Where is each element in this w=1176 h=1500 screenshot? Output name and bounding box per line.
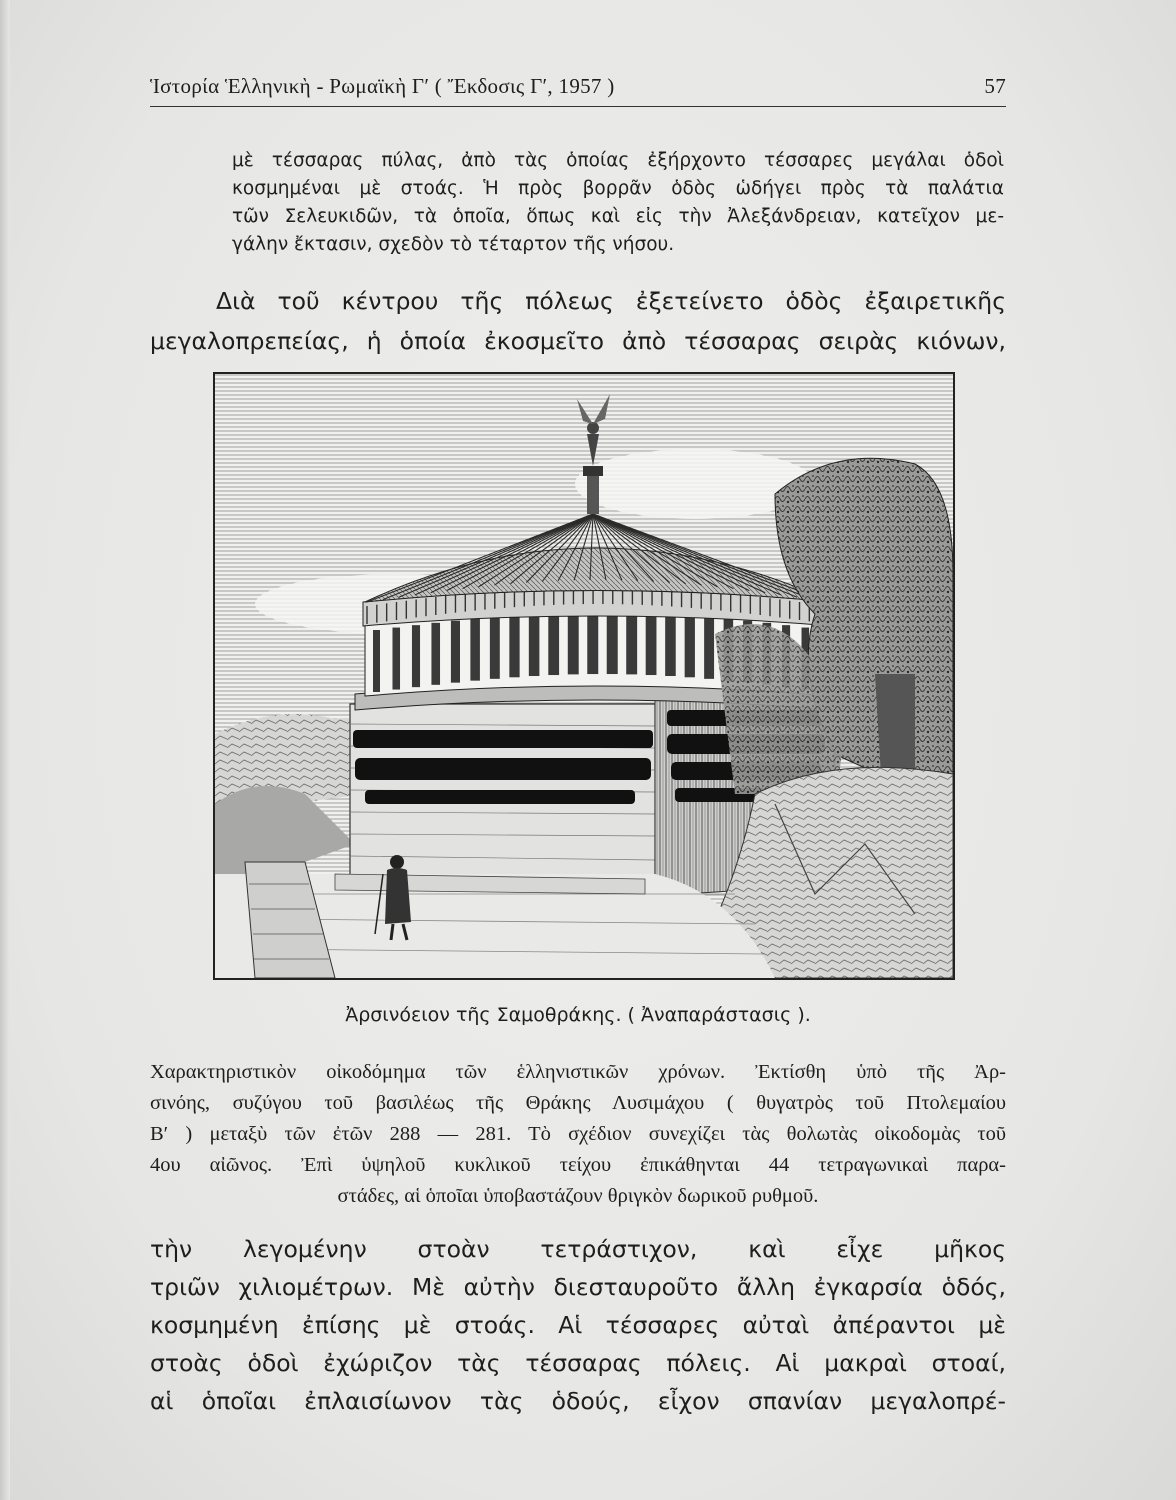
description-line-1: Χαρακτηριστικὸν οἰκοδόμημα τῶν ἑλληνιστικῶν χρόνων. Ἐκτίσθη ὑπὸ τῆς Ἀρ- xyxy=(150,1061,1006,1083)
description-line-2: σινόης, συζύγου τοῦ βασιλέως τῆς Θράκης Λυσιμάχου ( θυγατρὸς τοῦ Πτολεμαίου xyxy=(150,1092,1006,1114)
page-number: 57 xyxy=(984,74,1006,98)
figure-caption: Ἀρσινόειον τῆς Σαμοθράκης. ( Ἀναπαράστασις ). xyxy=(345,1004,811,1026)
paragraph-2-line-1: τὴν λεγομένην στοὰν τετράστιχον, καὶ εἶχε μῆκος xyxy=(150,1235,1006,1263)
paragraph-2-line-3: κοσμημένη ἐπίσης μὲ στοάς. Αἱ τέσσαρες αὐταὶ ἀπέραντοι μὲ xyxy=(150,1311,1006,1339)
running-title: Ἱστορία Ἑλληνικὴ - Ρωμαϊκὴ Γ′ ( Ἔκδοσις Γ′, 1957 ) xyxy=(150,74,615,98)
description-line-4: 4ου αἰῶνος. Ἐπὶ ὑψηλοῦ κυκλικοῦ τείχου ἐπικάθηνται 44 τετραγωνικαὶ παρα- xyxy=(150,1154,1006,1176)
paragraph-1-line-1: Διὰ τοῦ κέντρου τῆς πόλεως ἐξετείνετο ὁδὸς ἐξαιρετικῆς xyxy=(216,287,1006,315)
paragraph-2-line-4: στοὰς ὁδοὶ ἐχώριζον τὰς τέσσαρας πόλεις. Αἱ μακραὶ στοαί, xyxy=(150,1349,1006,1377)
intro-line-4: γάλην ἔκτασιν, σχεδὸν τὸ τέταρτον τῆς νήσου. xyxy=(232,234,675,255)
description-line-3: Β′ ) μεταξὺ τῶν ἐτῶν 288 — 281. Τὸ σχέδιον συνεχίζει τὰς θολωτὰς οἰκοδομὰς τοῦ xyxy=(150,1123,1006,1145)
paragraph-1-line-2: μεγαλοπρεπείας, ἡ ὁποία ἐκοσμεῖτο ἀπὸ τέσσαρας σειρὰς κιόνων, xyxy=(150,327,1006,355)
intro-line-3: τῶν Σελευκιδῶν, τὰ ὁποῖα, ὅπως καὶ εἰς τὴν Ἀλεξάνδρειαν, κατεῖχον με- xyxy=(232,206,1004,227)
description-line-5: στάδες, αἱ ὁποῖαι ὑποβαστάζουν θριγκὸν δωρικοῦ ρυθμοῦ. xyxy=(337,1185,819,1207)
running-header xyxy=(150,74,1006,104)
intro-line-1: μὲ τέσσαρας πύλας, ἀπὸ τὰς ὁποίας ἐξήρχοντο τέσσαρες μεγάλαι ὁδοὶ xyxy=(232,150,1004,171)
paragraph-2-line-2: τριῶν χιλιομέτρων. Μὲ αὐτὴν διεσταυροῦτο ἄλλη ἐγκαρσία ὁδός, xyxy=(150,1273,1006,1301)
paragraph-2-line-5: αἱ ὁποῖαι ἐπλαισίωνον τὰς ὁδούς, εἶχον σπανίαν μεγαλοπρέ- xyxy=(150,1387,1006,1415)
page-gutter xyxy=(0,0,10,1500)
header-rule xyxy=(150,106,1006,107)
arsinoeion-illustration xyxy=(213,372,955,980)
intro-line-2: κοσμημέναι μὲ στοάς. Ἡ πρὸς βορρᾶν ὁδὸς ὡδήγει πρὸς τὰ παλάτια xyxy=(232,178,1004,199)
